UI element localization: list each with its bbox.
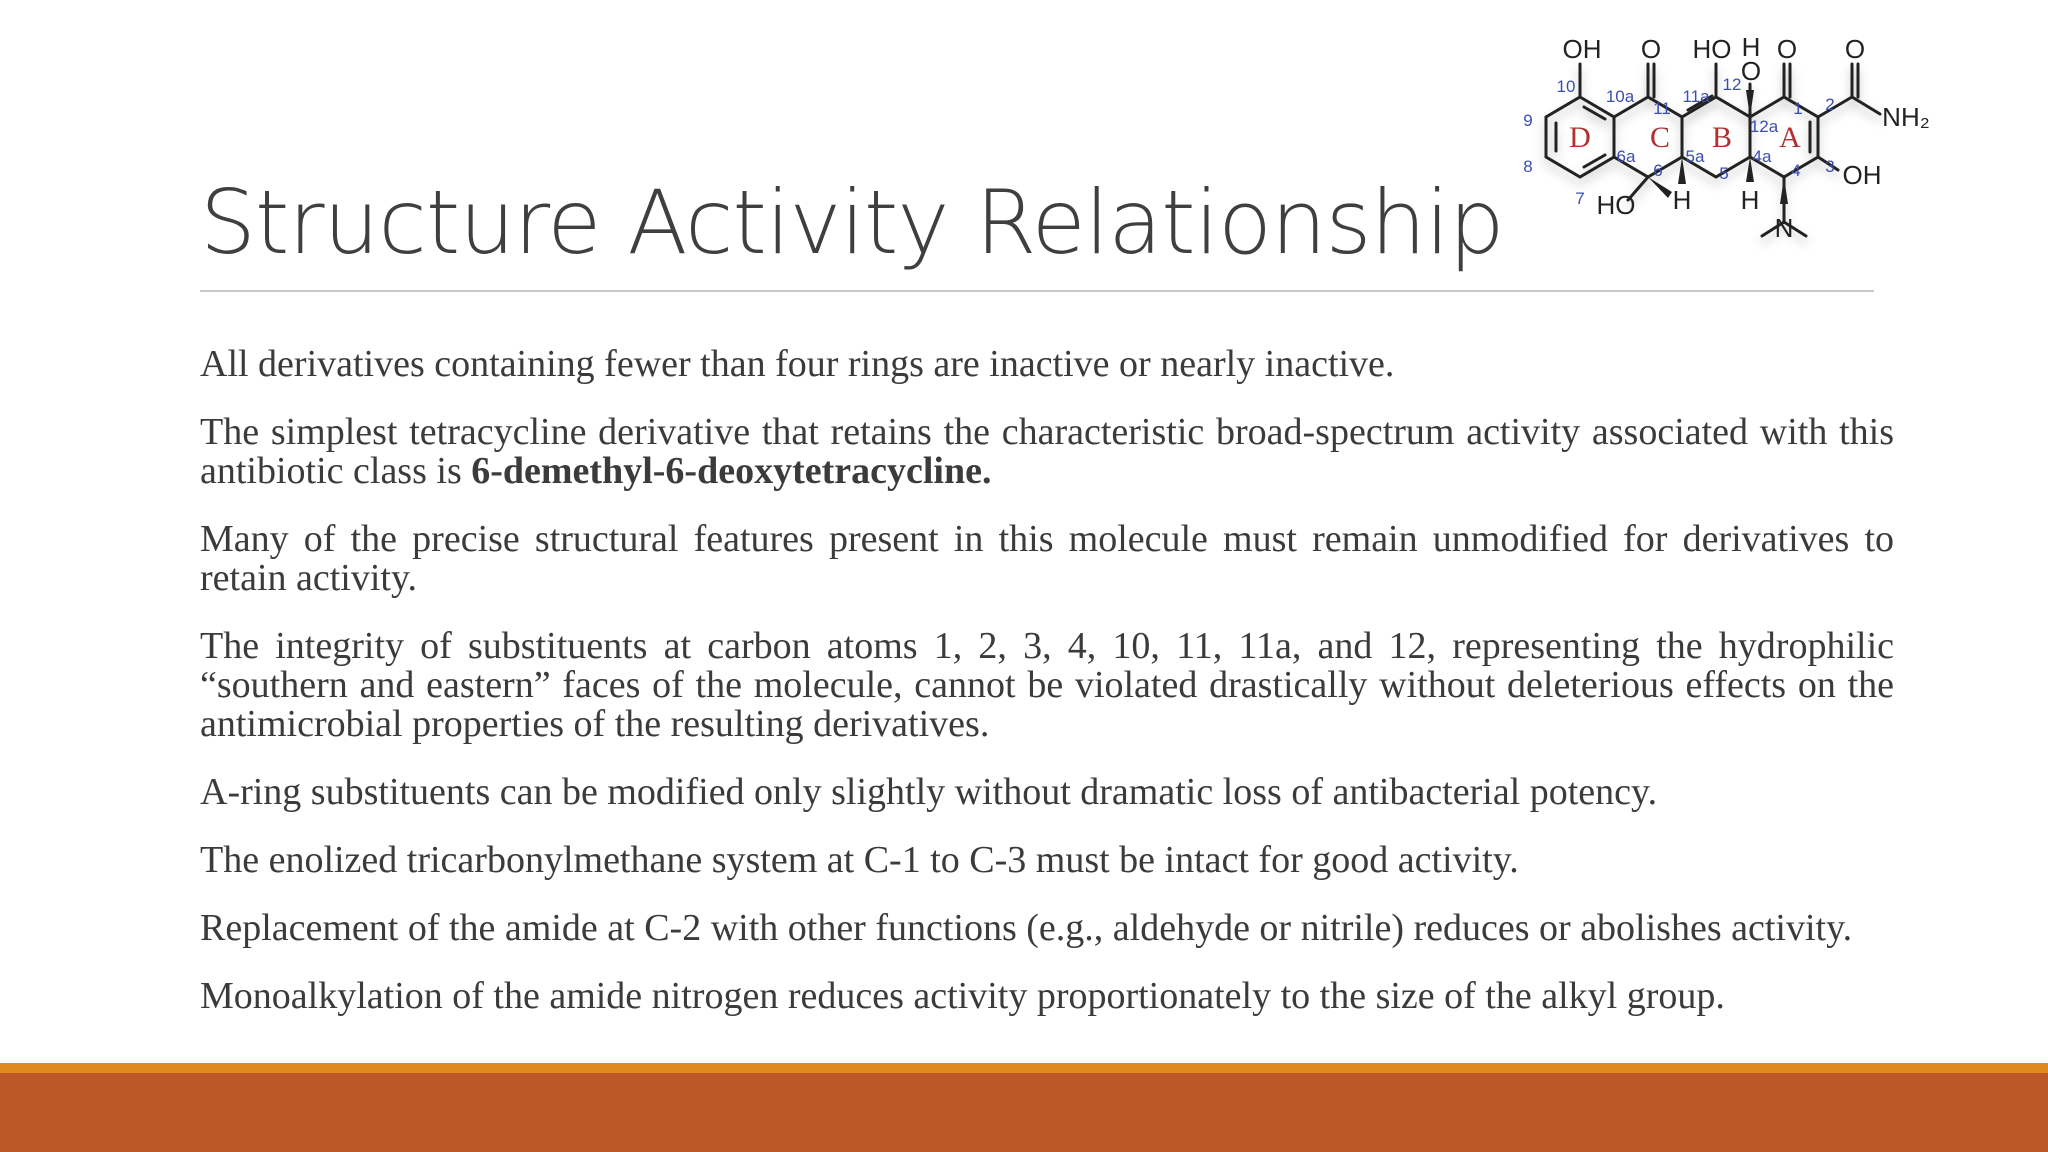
paragraph-monoalkylation: Monoalkylation of the amide nitrogen reduces activity proportionately to the size of the alkyl group. <box>200 975 1725 1017</box>
position-5: 5 <box>1719 164 1729 183</box>
position-2: 2 <box>1825 95 1835 114</box>
position-3: 3 <box>1825 157 1835 176</box>
ho-6-label: HO <box>1596 190 1636 220</box>
position-10: 10 <box>1556 77 1576 96</box>
o-11-label: O <box>1640 34 1662 64</box>
position-12: 12 <box>1722 75 1742 94</box>
paragraph-structural-features: Many of the precise structural features present in this molecule must remain unmodified for derivatives to retain activity. <box>200 518 1894 599</box>
compound-name: 6-demethyl-6-deoxytetracycline. <box>471 450 992 492</box>
position-5a: 5a <box>1685 147 1705 166</box>
position-11a: 11a <box>1682 87 1710 106</box>
position-7: 7 <box>1575 189 1585 208</box>
position-4: 4 <box>1791 161 1801 180</box>
position-6: 6 <box>1653 161 1663 180</box>
paragraph-amide-replacement: Replacement of the amide at C-2 with other functions (e.g., aldehyde or nitrile) reduces or abolishes activity. <box>200 907 1853 949</box>
paragraph-simplest-derivative-text: The simplest tetracycline derivative that retains the characteristic broad-spectrum activity associated with this antibiotic class is <box>200 411 1894 492</box>
oh-10-label: OH <box>1562 34 1602 64</box>
nh2-label: NH₂ <box>1882 102 1930 132</box>
footer-band <box>0 1073 2048 1152</box>
ho-12-label: HO <box>1692 34 1732 64</box>
position-6a: 6a <box>1616 147 1636 166</box>
slide-body <box>200 345 1894 1045</box>
position-9: 9 <box>1523 111 1533 130</box>
paragraph-fewer-rings: All derivatives containing fewer than four rings are inactive or nearly inactive. <box>200 343 1395 385</box>
ring-a-letter: A <box>1779 121 1801 154</box>
position-11: 11 <box>1653 99 1671 118</box>
ring-c-letter: C <box>1649 121 1671 154</box>
tetracycline-structure <box>1500 22 2020 292</box>
paragraph-a-ring: A-ring substituents can be modified only slightly without dramatic loss of antibacterial potency. <box>200 771 1658 813</box>
position-12a: 12a <box>1749 117 1779 136</box>
ring-b-letter: B <box>1711 121 1733 154</box>
o-amide-label: O <box>1844 34 1866 64</box>
paragraph-simplest-derivative <box>200 413 1894 491</box>
footer-accent-line <box>0 1063 2048 1073</box>
n-4-label: N <box>1774 213 1794 243</box>
h-5a-label: H <box>1672 185 1692 215</box>
paragraph-substituent-integrity: The integrity of substituents at carbon atoms 1, 2, 3, 4, 10, 11, 11a, and 12, representing the hydrophilic “southern and eastern” faces of the molecule, cannot be violated drastically without deleterious effects on the antimicrobial properties of the resulting derivatives. <box>200 625 1894 745</box>
position-8: 8 <box>1523 157 1533 176</box>
oh-3-label: OH <box>1842 160 1882 190</box>
position-4a: 4a <box>1752 147 1772 166</box>
position-1: 1 <box>1793 99 1803 118</box>
h-4a-label: H <box>1740 185 1760 215</box>
slide-title: Structure Activity Relationship <box>200 171 1504 274</box>
o-12a-label: O <box>1740 56 1762 86</box>
position-10a: 10a <box>1605 87 1635 106</box>
paragraph-tricarbonylmethane: The enolized tricarbonylmethane system at C-1 to C-3 must be intact for good activity. <box>200 839 1519 881</box>
ring-d-letter: D <box>1569 121 1591 154</box>
o-1-label: O <box>1776 34 1798 64</box>
h-12a-label: H <box>1741 32 1761 62</box>
